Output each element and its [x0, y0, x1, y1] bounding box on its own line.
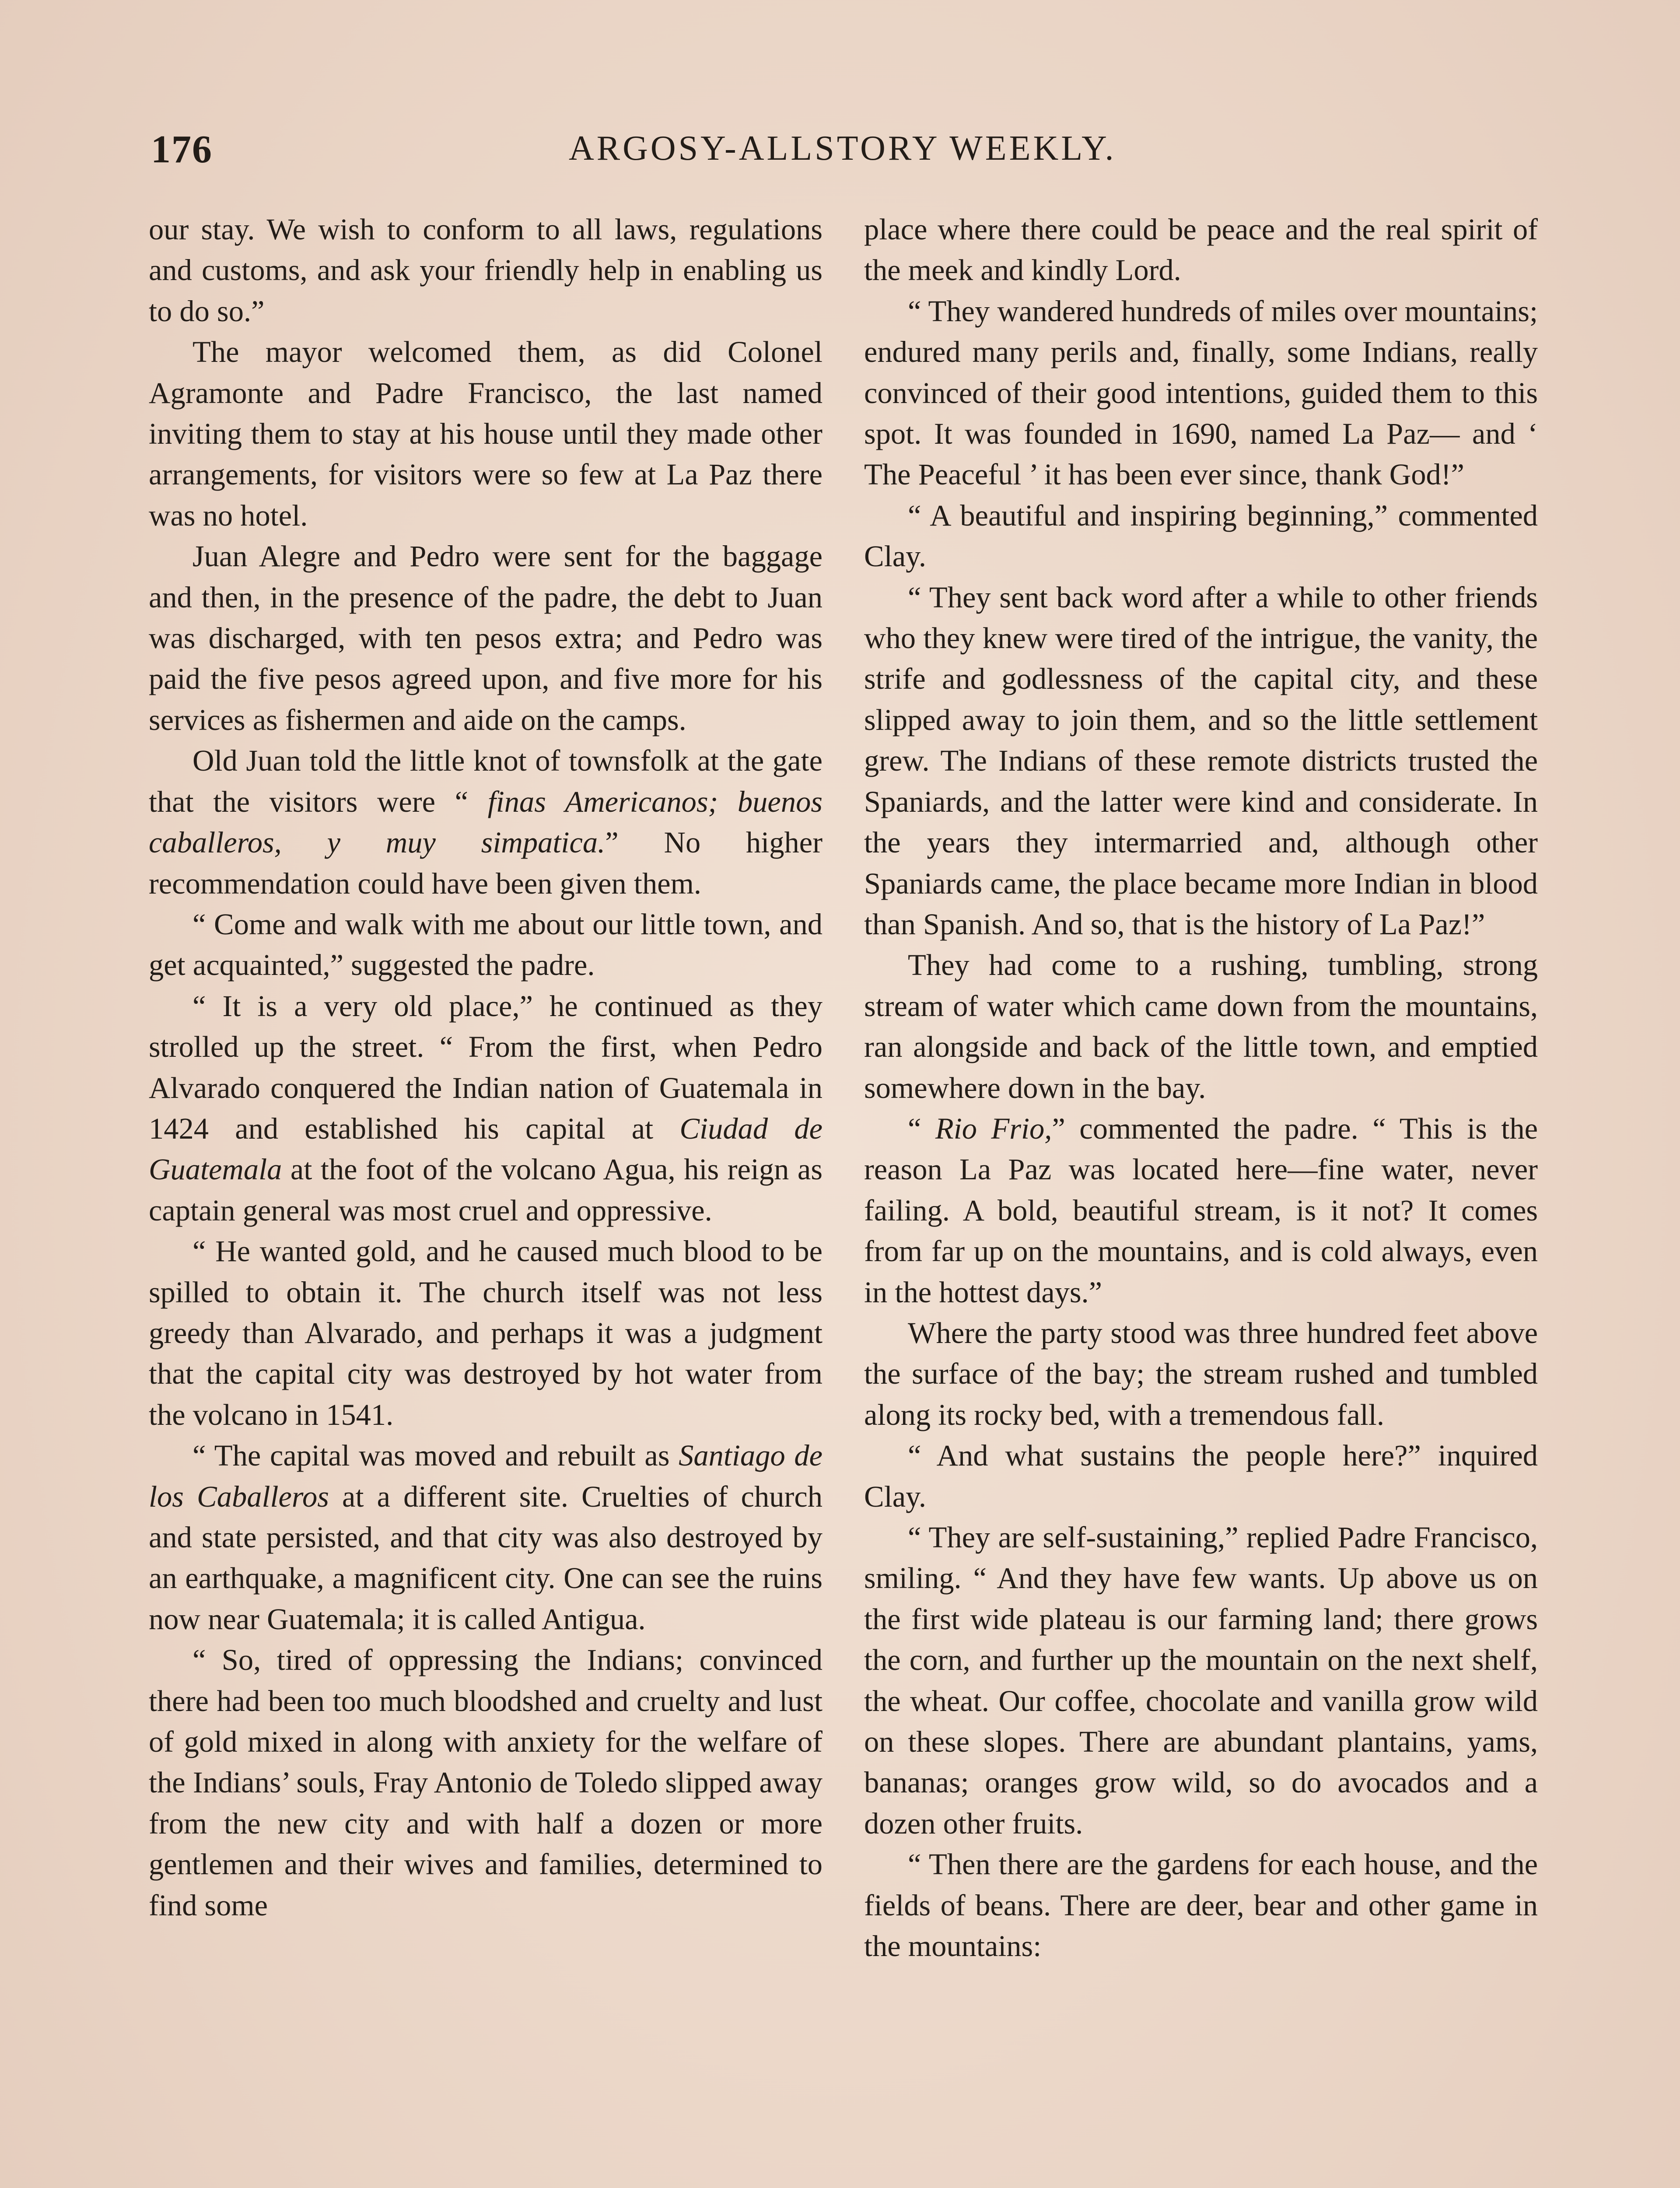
- paragraph: [864, 1517, 1538, 1844]
- text-run: “ So, tired of oppressing the Indians; convinced there had been too much bloodshed and cruelty and lust of gold mixed in along with anxiety for the welfare of the Indians’ souls, Fray Antonio de Toledo slipped away from the new city and with half a dozen or more gentlemen and their wives and families, determined to find some: [149, 1643, 822, 1922]
- text-run: at a different site. Cruelties of church and state persisted, and that city was also destroyed by an earthquake, a magnificent city. One can see the ruins now near Guatemala; it is called Antigua.: [149, 1480, 822, 1636]
- text-run: Juan Alegre and Pedro were sent for the baggage and then, in the presence of the padre, the debt to Juan was discharged, with ten pesos extra; and Pedro was paid the five pesos agreed upon, and five more for his services as fishermen and aide on the camps.: [149, 540, 822, 736]
- paragraph: [864, 209, 1538, 291]
- text-run: place where there could be peace and the real spirit of the meek and kindly Lord.: [864, 213, 1538, 287]
- text-run: “ A beautiful and inspiring beginning,” commented Clay.: [864, 498, 1538, 573]
- paragraph: [149, 1640, 822, 1926]
- paragraph: [149, 332, 822, 536]
- text-run: ” commented the padre. “ This is the reason La Paz was located here—fine water, never failing. A bold, beautiful stream, is it not? It comes from far up on the mountains, and is cold always, even in the hottest days.”: [864, 1112, 1538, 1309]
- paragraph: [864, 945, 1538, 1108]
- paragraph: [864, 1435, 1538, 1517]
- running-title: ARGOSY-ALLSTORY WEEKLY.: [569, 129, 1116, 168]
- text-run: at the foot of the volcano Agua, his reign as captain general was most cruel and oppressive.: [149, 1153, 822, 1227]
- paragraph: [149, 986, 822, 1231]
- paragraph: [149, 1231, 822, 1435]
- text-run: Old Juan told the little knot of townsfolk at the gate that the visitors were “: [149, 744, 822, 818]
- paragraph: [864, 1844, 1538, 1967]
- paragraph: [864, 495, 1538, 577]
- text-run: “ Then there are the gardens for each house, and the fields of beans. There are deer, bear and other game in the mountains:: [864, 1848, 1538, 1963]
- paragraph: [149, 740, 822, 904]
- text-run: “ And what sustains the people here?” inquired Clay.: [864, 1439, 1538, 1513]
- text-run: “ They are self-sustaining,” replied Padre Francisco, smiling. “ And they have few wants. Up above us on the first wide plateau is our farming land; there grows the corn, and further up the mountain on the next shelf, the wheat. Our coffee, chocolate and vanilla grow wild on these slopes. There are abundant plantains, yams, bananas; oranges grow wild, so do avocados and a dozen other fruits.: [864, 1521, 1538, 1840]
- page-header: [151, 127, 1595, 179]
- italic-run: Ciudad de Guatemala: [149, 1112, 822, 1186]
- text-run: “ It is a very old place,” he continued as they strolled up the street. “ From the first, when Pedro Alvarado conquered the Indian nation of Guatemala in 1424 and established his capital at: [149, 989, 822, 1145]
- italic-run: finas Americanos; buenos caballeros, y muy simpatica.: [149, 785, 822, 859]
- text-run: “ The capital was moved and rebuilt as: [192, 1439, 679, 1473]
- paragraph: [864, 291, 1538, 495]
- text-run: “ They wandered hundreds of miles over mountains; endured many perils and, finally, some Indians, really convinced of their good intentions, guided them to this spot. It was founded in 1690, named La Paz— and ‘ The Peaceful ’ it has been ever since, thank God!”: [864, 294, 1538, 491]
- paragraph: [864, 577, 1538, 945]
- text-run: “ He wanted gold, and he caused much blood to be spilled to obtain it. The church itself was not less greedy than Alvarado, and perhaps it was a judgment that the capital city was destroyed by hot water from the volcano in 1541.: [149, 1234, 822, 1431]
- paragraph: [149, 209, 822, 332]
- text-run: Where the party stood was three hundred feet above the surface of the bay; the stream rushed and tumbled along its rocky bed, with a tremendous fall.: [864, 1316, 1538, 1431]
- paragraph: [149, 536, 822, 740]
- left-column: [149, 209, 822, 1926]
- italic-run: Santiago de los Caballeros: [149, 1439, 822, 1513]
- text-run: They had come to a rushing, tumbling, strong stream of water which came down from the mountains, ran alongside and back of the little town, and emptied somewhere down in the bay.: [864, 948, 1538, 1105]
- right-column: [864, 209, 1538, 1967]
- paragraph: [864, 1313, 1538, 1435]
- paragraph: [149, 1435, 822, 1640]
- text-run: “: [908, 1112, 935, 1145]
- italic-run: Rio Frio,: [935, 1112, 1052, 1145]
- paragraph: [149, 904, 822, 986]
- text-run: our stay. We wish to conform to all laws, regulations and customs, and ask your friendly help in enabling us to do so.”: [149, 213, 822, 328]
- text-run: ” No higher recommendation could have been given them.: [149, 826, 822, 900]
- text-run: The mayor welcomed them, as did Colonel Agramonte and Padre Francisco, the last named inviting them to stay at his house until they made other arrangements, for visitors were so few at La Paz there was no hotel.: [149, 335, 822, 532]
- page-number: 176: [151, 128, 213, 171]
- text-run: “ They sent back word after a while to other friends who they knew were tired of the intrigue, the vanity, the strife and godlessness of the capital city, and these slipped away to join them, and so the little settlement grew. The Indians of these remote districts trusted the Spaniards, and the latter were kind and considerate. In the years they intermarried and, although other Spaniards came, the place became more Indian in blood than Spanish. And so, that is the history of La Paz!”: [864, 580, 1538, 941]
- paragraph: [864, 1108, 1538, 1313]
- text-run: “ Come and walk with me about our little town, and get acquainted,” suggested the padre.: [149, 907, 822, 982]
